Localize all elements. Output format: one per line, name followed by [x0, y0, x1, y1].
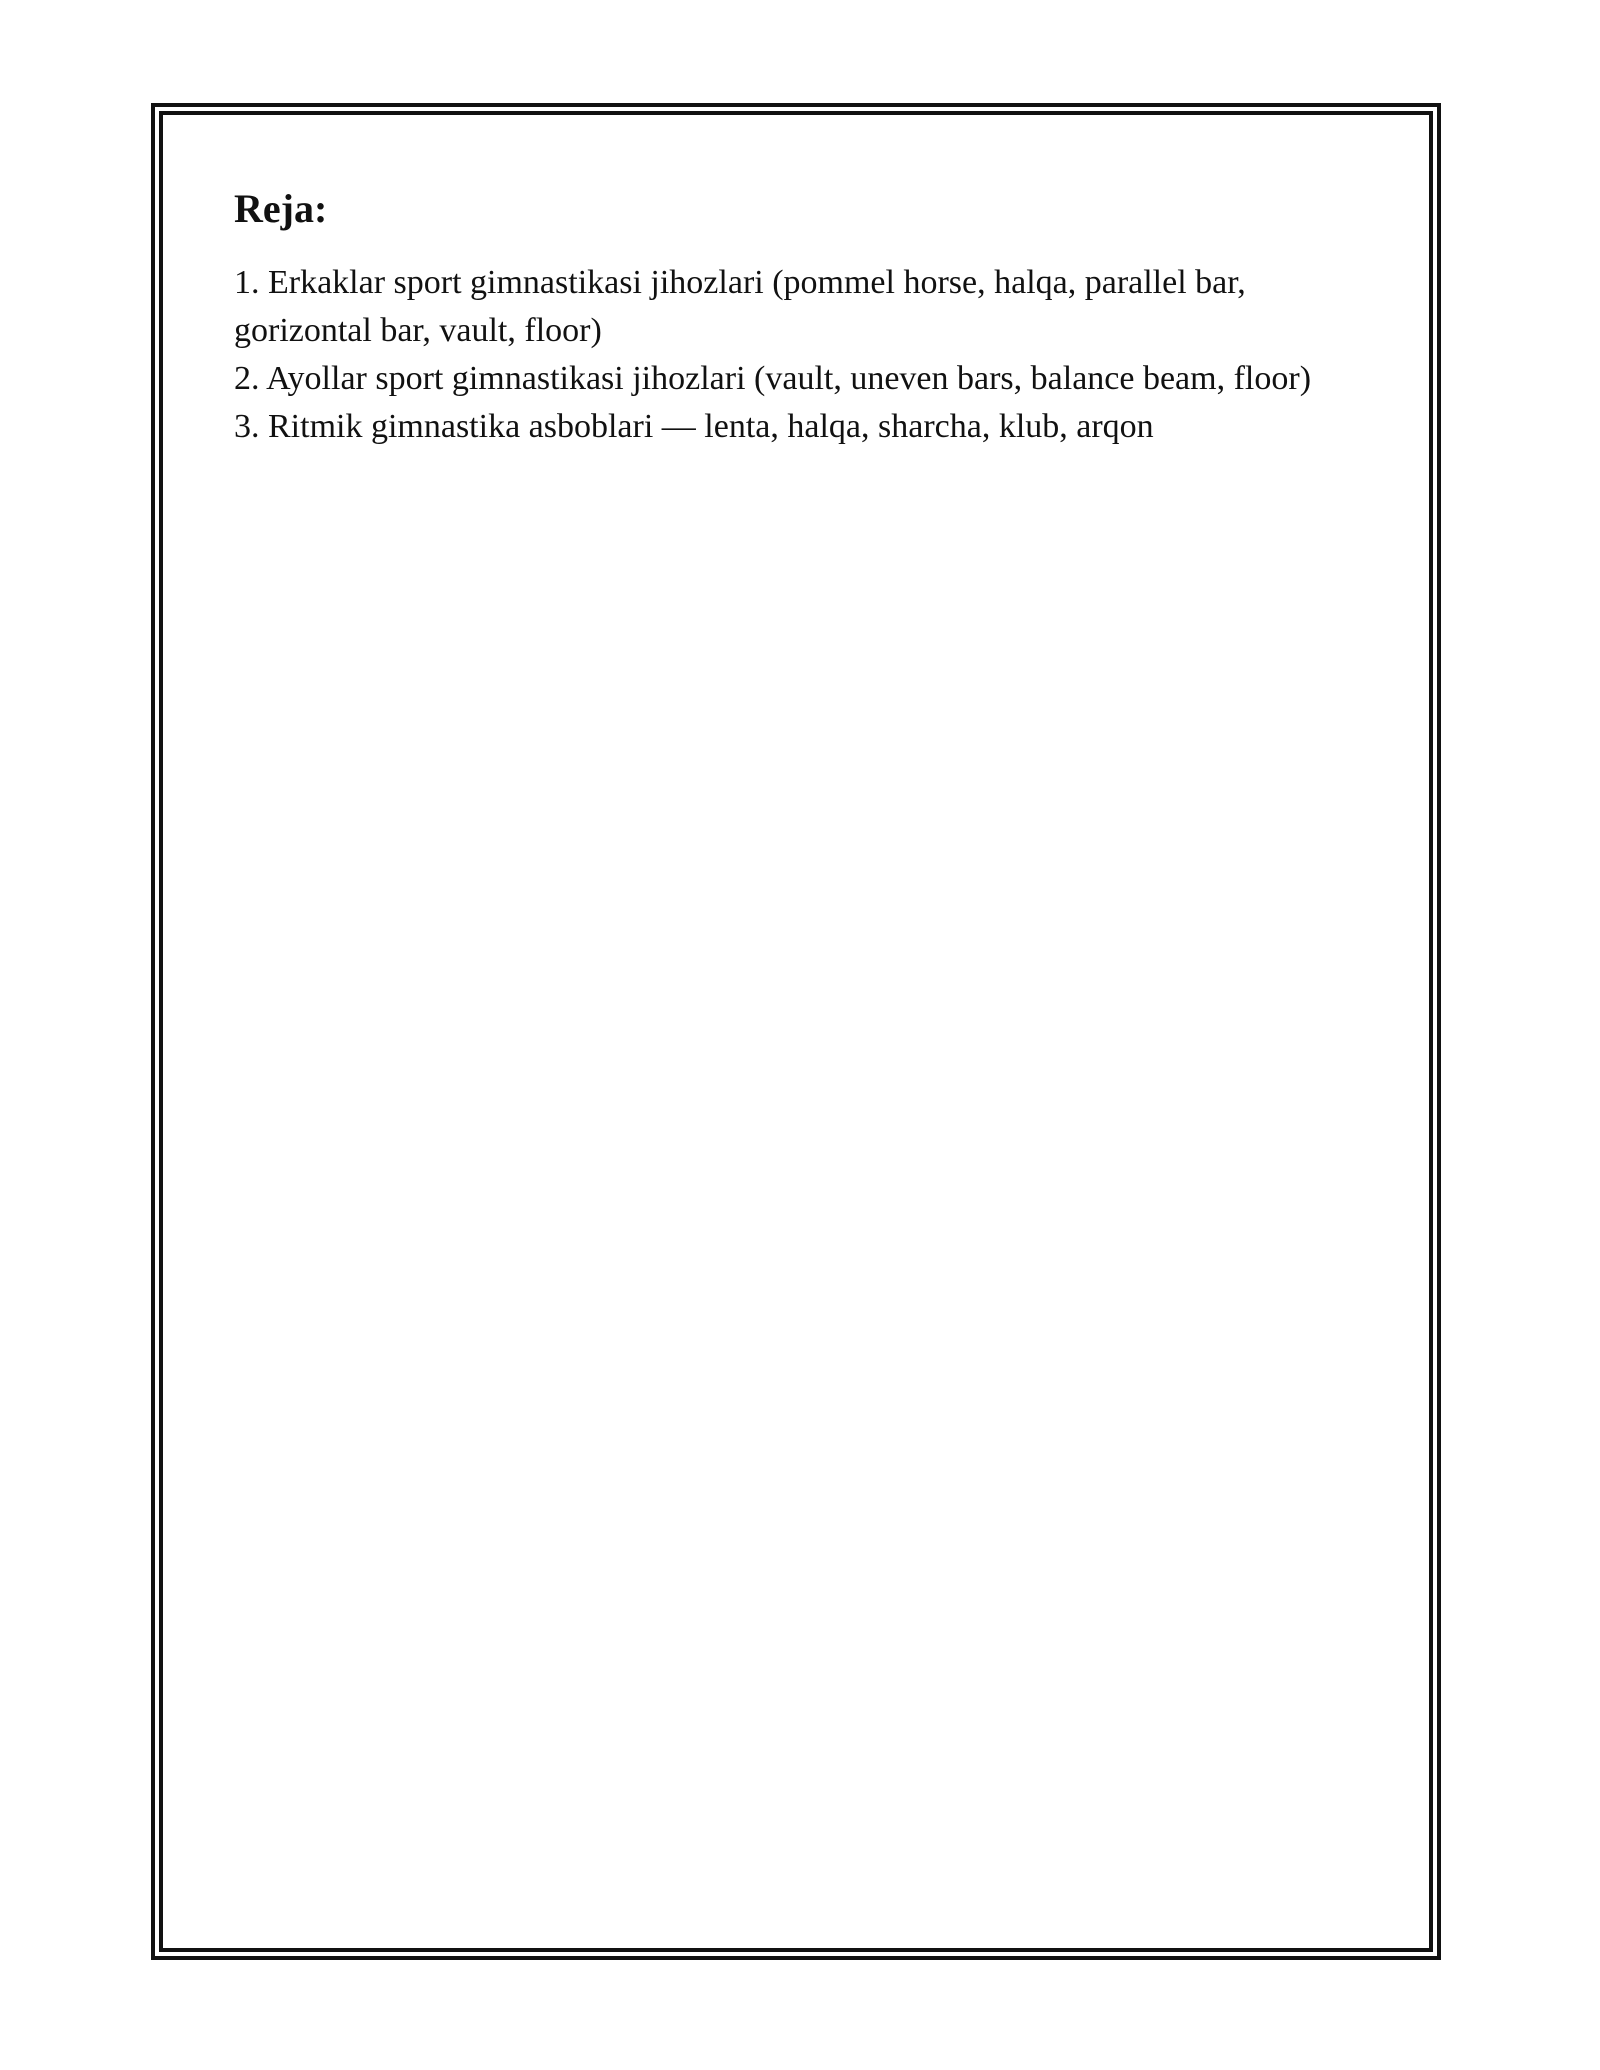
page-content	[234, 185, 1354, 451]
plan-list	[234, 259, 1354, 451]
plan-item: 2. Ayollar sport gimnastikasi jihozlari (vault, uneven bars, balance beam, floor)	[234, 360, 1312, 397]
plan-item: 1. Erkaklar sport gimnastikasi jihozlari (pommel horse, halqa, parallel bar, gorizontal bar, vault, floor)	[234, 264, 1246, 349]
plan-item: 3. Ritmik gimnastika asboblari — lenta, halqa, sharcha, klub, arqon	[234, 408, 1154, 445]
page-title: Reja:	[234, 186, 328, 231]
